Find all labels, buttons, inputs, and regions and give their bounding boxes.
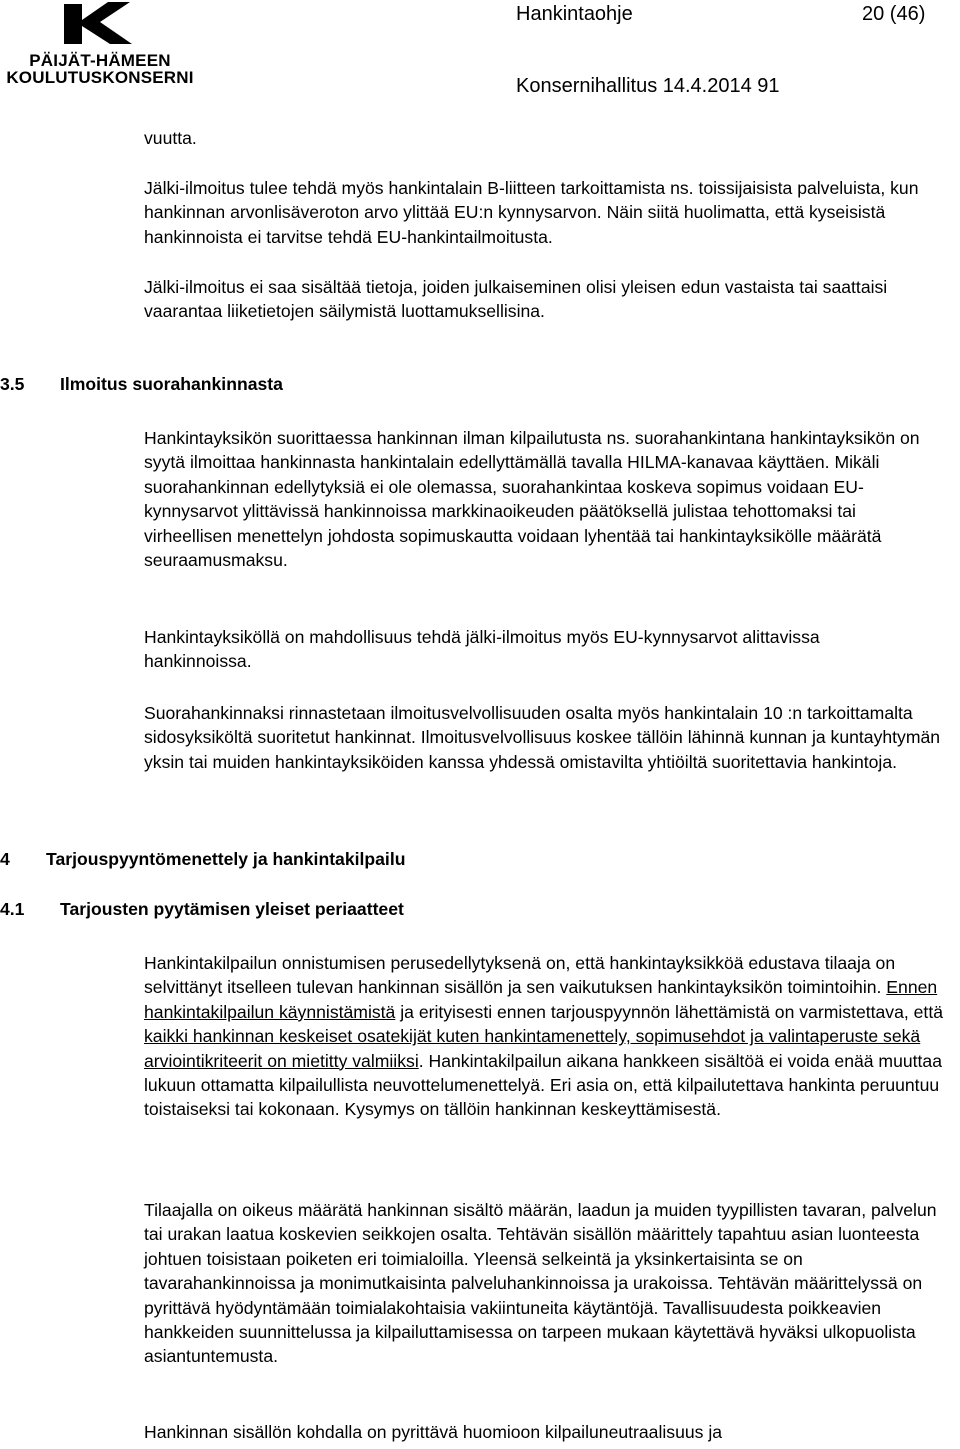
paragraph-suorahankinta-3: [144, 701, 944, 774]
paragraph-text: Jälki-ilmoitus ei saa sisältää tietoja, joiden julkaiseminen olisi yleisen edun vastaista tai saattaisi vaarantaa liiketietojen säilymistä luottamuksellisina.: [144, 277, 888, 322]
document-title: Hankintaohje: [516, 3, 633, 25]
section-title: Tarjousten pyytämisen yleiset periaatteet: [60, 899, 404, 919]
section-title: Tarjouspyyntömenettely ja hankintakilpailu: [46, 849, 406, 869]
text-run: ja erityisesti ennen tarjouspyynnön lähettämistä on varmistettava, että: [395, 1001, 943, 1022]
section-number: 4.1: [0, 899, 25, 919]
paragraph-text: Hankintayksiköllä on mahdollisuus tehdä jälki-ilmoitus myös EU-kynnysarvot alittavissa hankinnoissa.: [144, 627, 820, 672]
paragraph-text: Suorahankinnaksi rinnastetaan ilmoitusvelvollisuuden osalta myös hankintalain 10 :n tarkoittamalta sidosyksiköltä suoritetut hankinnat. Ilmoitusvelvollisuus koskee tällöin lähinnä kunnan ja kuntayhtymän yksin tai muiden hankintayksiköiden kanssa yhdessä omistavilta yhtiöiltä suoritettavia hankintoja.: [144, 703, 941, 772]
logo-org-line2: KOULUTUSKONSERNI: [6, 68, 194, 87]
paragraph-text: vuutta.: [144, 128, 197, 148]
underlined-text: kaikki hankinnan keskeiset osatekijät kuten hankintamenettely, sopimusehdot ja valintaperuste sekä arviointikriteerit on mietitty valmiiksi: [144, 1026, 921, 1071]
paragraph-suorahankinta-1: [144, 426, 944, 572]
organization-logo: [0, 0, 200, 92]
text-run: . Hankintakilpailun aikana hankkeen sisältöä ei voida enää muuttaa lukuun ottamatta kilpailullista neuvottelumenettelyä. Eri asia on, että kilpailutettava hankinta peruuntuu toistaiseksi tai kokonaan. Kysymys on tällöin hankinnan keskeyttämisestä.: [144, 1050, 943, 1120]
paragraph-continuation: [144, 126, 956, 150]
approval-info: Konsernihallitus 14.4.2014 91: [516, 75, 780, 97]
paragraph-jalki-ilmoitus-2: [144, 275, 956, 324]
paragraph-periaatteet-1: [144, 951, 952, 1122]
paragraph-text: Tilaajalla on oikeus määrätä hankinnan sisältö määrän, laadun ja muiden tyypillisten tavaran, palvelun tai urakan laatua koskevien seikkojen osalta. Tehtävän sisällön määrittely tapahtuu asian luonteesta johtuen toisistaan poiketen eri toimialoilla. Yleensä selkeintä ja yksinkertaisinta se on tavarahankinnoissa ja monimutkaisinta palveluhankinnoissa ja urakoissa. Tehtävän määrittelyssä on pyrittävä hyödyntämään toimialakohtaisia vakiintuneita käytäntöjä. Tavallisuudesta poikkeavien hankkeiden suunnittelussa ja kilpailuttamisessa on tarpeen mukaan käytettävä hyväksi ulkopuolista asiantuntemusta.: [144, 1200, 937, 1367]
paragraph-periaatteet-2: [144, 1198, 944, 1369]
paragraph-text: Jälki-ilmoitus tulee tehdä myös hankintalain B-liitteen tarkoittamista ns. toissijaisista palveluista, kun hankinnan arvonlisäveroton arvo ylittää EU:n kynnysarvon. Näin siitä huolimatta, että kyseisistä hankinnoista ei tarvitse tehdä EU-hankintailmoitusta.: [144, 178, 919, 247]
paragraph-text: Hankintayksikön suorittaessa hankinnan ilman kilpailutusta ns. suorahankintana hankintayksikön on syytä ilmoittaa hankinnasta hankintalain edellyttämällä tavalla HILMA-kanavaa käyttäen. Mikäli suorahankinnan edellytyksiä ei ole olemassa, suorahankintaa koskeva sopimus voidaan EU-kynnysarvot ylittävissä hankinnoissa markkinaoikeuden päätöksellä julistaa tehottomaksi tai virheellisen menettelyn johdosta sopimuskautta voidaan lyhentää tai hankintayksikölle määrätä seuraamusmaksu.: [144, 428, 920, 571]
paragraph-jalki-ilmoitus-1: [144, 176, 944, 249]
section-title: Ilmoitus suorahankinnasta: [60, 374, 283, 394]
section-number: 3.5: [0, 374, 25, 394]
paragraph-suorahankinta-2: [144, 625, 924, 674]
paragraph-periaatteet-3: [144, 1420, 956, 1444]
logo-org-line1: PÄIJÄT-HÄMEEN: [29, 51, 171, 70]
k-logo-icon: [60, 0, 136, 46]
section-number: 4: [0, 849, 10, 869]
paragraph-text: [144, 951, 952, 1122]
paragraph-text: Hankinnan sisällön kohdalla on pyrittävä huomioon kilpailuneutraalisuus ja: [144, 1422, 723, 1442]
text-run: Hankintakilpailun onnistumisen perusedellytyksenä on, että hankintayksikköä edustava tilaaja on selvittänyt itselleen tulevan hankinnan sisällön ja sen vaikutuksen hankintayksikön toimintoihin.: [144, 953, 896, 998]
page-number: 20 (46): [862, 3, 926, 25]
underlined-text: Ennen hankintakilpailun käynnistämistä: [144, 977, 938, 1022]
